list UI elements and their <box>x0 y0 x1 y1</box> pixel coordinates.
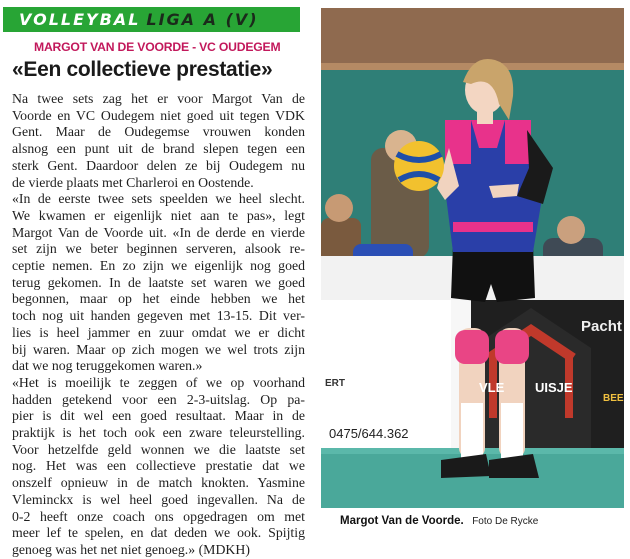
body-line: set zijn we beter beginnen serveren, alsook re- <box>12 241 305 257</box>
body-line: praktijk is het toch ook een zware teleurstelling. <box>12 425 305 441</box>
caption-credit: Foto De Rycke <box>472 516 539 527</box>
body-line: «In de eerste twee sets speelden we heel slecht. <box>12 191 305 207</box>
body-line: meer lef te spelen, en dat deden we ook. Spijtig <box>12 525 305 541</box>
article-kicker: MARGOT VAN DE VOORDE - VC OUDEGEM <box>34 40 281 54</box>
body-line: nog. Het was een collectieve prestatie dat we <box>12 458 305 474</box>
body-line: Voorde en VC Oudegem niet goed uit tegen VDK <box>12 107 305 123</box>
body-line: 0-2 heeft onze coach ons opgedragen om met <box>12 508 305 524</box>
body-line: Na twee sets zag het er voor Margot Van de <box>12 91 305 106</box>
board-text: Pacht <box>581 318 622 335</box>
body-line: lies is heel jammer en zuur omdat we er dicht <box>12 324 305 340</box>
caption-name: Margot Van de Voorde. <box>340 515 464 527</box>
board-text: UISJE <box>535 380 573 395</box>
article-headline: «Een collectieve prestatie» <box>12 58 273 81</box>
body-line: Gent. Maar de Oudegemse vrouwen konden <box>12 124 305 140</box>
article-body <box>12 91 305 559</box>
player-photo <box>321 8 624 508</box>
body-line: ceptie nemen. En zo zijn we eigenlijk nog goed <box>12 258 305 274</box>
league-label: LIGA A (V) <box>146 10 259 29</box>
body-line: We kwamen er eigenlijk niet aan te pas», legt <box>12 207 305 223</box>
body-line: toch nog uit handen gegeven met 13-15. Dit ver- <box>12 308 305 324</box>
body-line: begonnen, maar op het einde hebben we het <box>12 291 305 307</box>
board-text: BEE <box>603 393 624 404</box>
body-line: dat we nog teruggekomen waren.» <box>12 358 203 374</box>
body-line: sterk Gent. Daardoor delen ze bij Oudegem nu <box>12 157 305 173</box>
section-banner <box>3 7 300 32</box>
board-text: ERT <box>325 378 345 389</box>
body-line: «Het is moeilijk te zeggen of we op voorhand <box>12 374 305 390</box>
body-line: Margot Van de Voorde uit. «In de derde en vierde <box>12 224 305 240</box>
phone-number: 0475/644.362 <box>329 426 409 441</box>
body-line: terug gekomen. In de laatste set waren we goed <box>12 274 305 290</box>
body-line: genoeg was het net niet genoeg.» (MDKH) <box>12 541 250 557</box>
photo-caption <box>340 511 538 529</box>
section-label: VOLLEYBAL <box>19 10 141 29</box>
body-line: alsnog een punt uit de brand slepen tegen een <box>12 141 305 157</box>
body-line: pier is dit wel een goed resultaat. Maar in de <box>12 408 305 424</box>
body-line: bij waren. Maar op zich mogen we wel trots zijn <box>12 341 305 357</box>
body-line: onszelf opnieuw in de match knokten. Yasmine <box>12 475 305 491</box>
body-line: hadden getekend voor een 2-3-uitslag. Op pa- <box>12 391 305 407</box>
body-line: Vleminckx is wel heel goed ingevallen. Na de <box>12 491 305 507</box>
board-text: VLE <box>479 380 505 395</box>
body-line: de vierde plaats met Charleroi en Oostende. <box>12 174 254 190</box>
body-line: Voor hetzelfde geld wonnen we die laatste set <box>12 441 305 457</box>
